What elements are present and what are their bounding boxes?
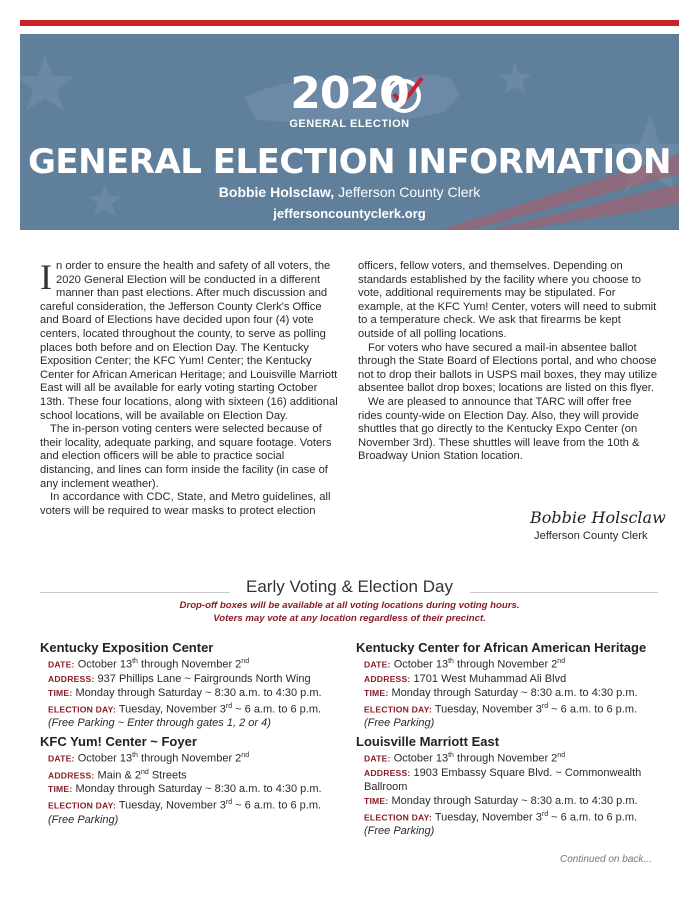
venue-election-day <box>40 700 350 717</box>
time-text: Monday through Saturday ~ 8:30 a.m. to 4:30 p.m. <box>391 794 638 807</box>
signature-title: Jefferson County Clerk <box>534 530 648 542</box>
banner-subtitle <box>20 184 679 200</box>
time-label: TIME: <box>364 687 389 698</box>
time-label: TIME: <box>48 784 73 795</box>
venue-date <box>40 749 350 766</box>
clerk-name: Bobbie Holsclaw, <box>218 184 335 200</box>
banner-background <box>20 34 679 230</box>
venue-name: Louisville Marriott East <box>356 734 500 749</box>
date-text: October 13 <box>77 752 133 765</box>
election-day-text: ~ 6 a.m. to 6 p.m. <box>548 811 638 824</box>
date-label: DATE: <box>48 753 75 764</box>
election-day-sup: rd <box>225 702 233 710</box>
date-text: October 13 <box>393 752 449 765</box>
date-sup: nd <box>241 752 250 759</box>
date-label: DATE: <box>48 659 75 670</box>
election-day-label: ELECTION DAY: <box>364 704 433 715</box>
date-sup: th <box>132 752 138 759</box>
election-day-text: Tuesday, November 3 <box>434 811 542 824</box>
election-day-text: Tuesday, November 3 <box>118 799 226 812</box>
paragraph: In accordance with CDC, State, and Metro guidelines, all voters will be required to wear masks to protect election <box>40 491 331 517</box>
address-text: Main & 2 <box>97 769 141 782</box>
venue-time <box>40 686 350 700</box>
notice-line: Drop-off boxes will be available at all voting locations during voting hours. <box>179 600 520 611</box>
venue-election-day <box>356 700 666 717</box>
date-text: through November 2 <box>137 752 242 765</box>
time-label: TIME: <box>48 687 73 698</box>
clerk-role: Jefferson County Clerk <box>338 184 481 200</box>
address-label: ADDRESS: <box>364 767 411 778</box>
notice-line: Voters may vote at any location regardless of their precinct. <box>213 613 486 624</box>
address-sup: nd <box>140 768 149 776</box>
address-text: 1903 Embassy Square Blvd. ~ Commonwealth Ballroom <box>364 766 642 793</box>
date-text: October 13 <box>393 658 449 671</box>
date-label: DATE: <box>364 753 391 764</box>
section-title-text: Early Voting & Election Day <box>238 577 461 596</box>
venue-name: Kentucky Center for African American Heritage <box>356 640 647 655</box>
body-left-column <box>40 257 340 518</box>
venue-note: (Free Parking ~ Enter through gates 1, 2 or 4) <box>48 717 271 730</box>
election-day-text: ~ 6 a.m. to 6 p.m. <box>232 703 322 716</box>
date-text: through November 2 <box>137 658 242 671</box>
date-text: through November 2 <box>453 658 558 671</box>
venue-time <box>40 782 350 796</box>
venue-name: Kentucky Exposition Center <box>40 640 214 655</box>
election-day-text: Tuesday, November 3 <box>118 703 226 716</box>
venue-note: (Free Parking) <box>48 813 119 826</box>
date-text: through November 2 <box>453 752 558 765</box>
date-sup: th <box>448 658 454 665</box>
venue-date <box>356 749 666 766</box>
election-day-sup: rd <box>541 702 549 710</box>
venue-kentucky-center-african-american-heritage <box>356 640 666 730</box>
address-label: ADDRESS: <box>364 673 411 684</box>
time-text: Monday through Saturday ~ 8:30 a.m. to 4:30 p.m. <box>75 686 322 699</box>
venue-note: (Free Parking) <box>364 717 435 730</box>
election-day-label: ELECTION DAY: <box>48 800 117 811</box>
time-label: TIME: <box>364 795 389 806</box>
venue-election-day <box>40 796 350 813</box>
time-text: Monday through Saturday ~ 8:30 a.m. to 4:30 p.m. <box>75 783 322 796</box>
date-sup: nd <box>557 752 566 759</box>
date-sup: th <box>132 658 138 665</box>
address-text: 937 Phillips Lane ~ Fairgrounds North Wing <box>97 672 311 685</box>
election-day-text: ~ 6 a.m. to 6 p.m. <box>548 703 638 716</box>
address-text: Streets <box>148 769 187 782</box>
date-text: October 13 <box>77 658 133 671</box>
venue-election-day <box>356 808 666 825</box>
time-text: Monday through Saturday ~ 8:30 a.m. to 4:30 p.m. <box>391 686 638 699</box>
venue-name: KFC Yum! Center ~ Foyer <box>40 734 197 749</box>
election-day-label: ELECTION DAY: <box>48 704 117 715</box>
signature: Bobbie Holsclaw <box>530 508 666 527</box>
paragraph: officers, fellow voters, and themselves. Depending on standards established by the facility where you choose to vote, additional requirements may be stipulated. For example, at the KFC Yum! Center, voters will need to submit to a temperature check. We ask that firearms be kept outside of all polling locations. <box>358 260 657 340</box>
paragraph <box>40 257 340 423</box>
date-sup: th <box>448 752 454 759</box>
logo-year: 2020 <box>290 68 409 119</box>
address-label: ADDRESS: <box>48 673 95 684</box>
address-label: ADDRESS: <box>48 770 95 781</box>
venue-time <box>356 686 666 700</box>
venue-kentucky-exposition-center <box>40 640 350 730</box>
header-banner <box>20 34 679 230</box>
election-day-text: Tuesday, November 3 <box>434 703 542 716</box>
election-day-sup: rd <box>541 810 549 818</box>
venue-date <box>40 655 350 672</box>
date-label: DATE: <box>364 659 391 670</box>
section-title <box>0 577 699 597</box>
page-title: GENERAL ELECTION INFORMATION <box>27 142 672 182</box>
venue-kfc-yum-center <box>40 734 350 827</box>
venue-date <box>356 655 666 672</box>
venue-address <box>356 766 666 794</box>
paragraph-text: n order to ensure the health and safety of all voters, the 2020 General Election will be conducted in a different manner than past elections. After much discussion and careful consideration, the Jefferson County Clerk's Office and Board of Elections have decided upon four (4) vote centers, located throughout the county, to serve as polling places both before and on Election Day. The Kentucky Exposition Center; the KFC Yum! Center; the Kentucky Center for African American Heritage; and Louisville Marriott East will all be available for early voting starting October 13th. These four locations, along with sixteen (16) additional school locations, will be available on Election Day. <box>40 260 338 422</box>
body-right-column <box>358 260 658 464</box>
election-day-sup: rd <box>225 799 233 807</box>
venue-time <box>356 794 666 808</box>
logo-subtitle: GENERAL ELECTION <box>289 118 410 130</box>
date-sup: nd <box>557 658 566 665</box>
continued-note: Continued on back... <box>560 854 652 865</box>
venue-address <box>356 672 666 686</box>
website-link[interactable]: jeffersoncountyclerk.org <box>273 206 426 221</box>
venue-address <box>40 766 350 783</box>
election-day-label: ELECTION DAY: <box>364 812 433 823</box>
paragraph: We are pleased to announce that TARC will offer free rides county-wide on Election Day. Also, they will provide shuttles that go directly to the Kentucky Expo Center (on November 3rd). These shuttles will leave from the 10th & Broadway Union Station location. <box>358 395 640 463</box>
election-day-text: ~ 6 a.m. to 6 p.m. <box>232 799 322 812</box>
drop-cap: I <box>40 257 52 297</box>
date-sup: nd <box>241 658 250 665</box>
venue-note: (Free Parking) <box>364 825 435 838</box>
top-red-bar <box>20 20 679 26</box>
election-logo <box>20 68 679 130</box>
paragraph: For voters who have secured a mail-in absentee ballot through the State Board of Elections portal, and who choose not to drop their ballots in USPS mail boxes, they may utilize absentee ballot drop boxes; locations are listed on this flyer. <box>358 341 658 395</box>
paragraph: The in-person voting centers were selected because of their locality, adequate parking, and square footage. Voters and election officers will be able to practice social distancing, and lines can form inside the facility (in case of any inclement weather). <box>40 423 332 490</box>
venue-louisville-marriott-east <box>356 734 666 838</box>
address-text: 1701 West Muhammad Ali Blvd <box>413 672 567 685</box>
venue-address <box>40 672 350 686</box>
